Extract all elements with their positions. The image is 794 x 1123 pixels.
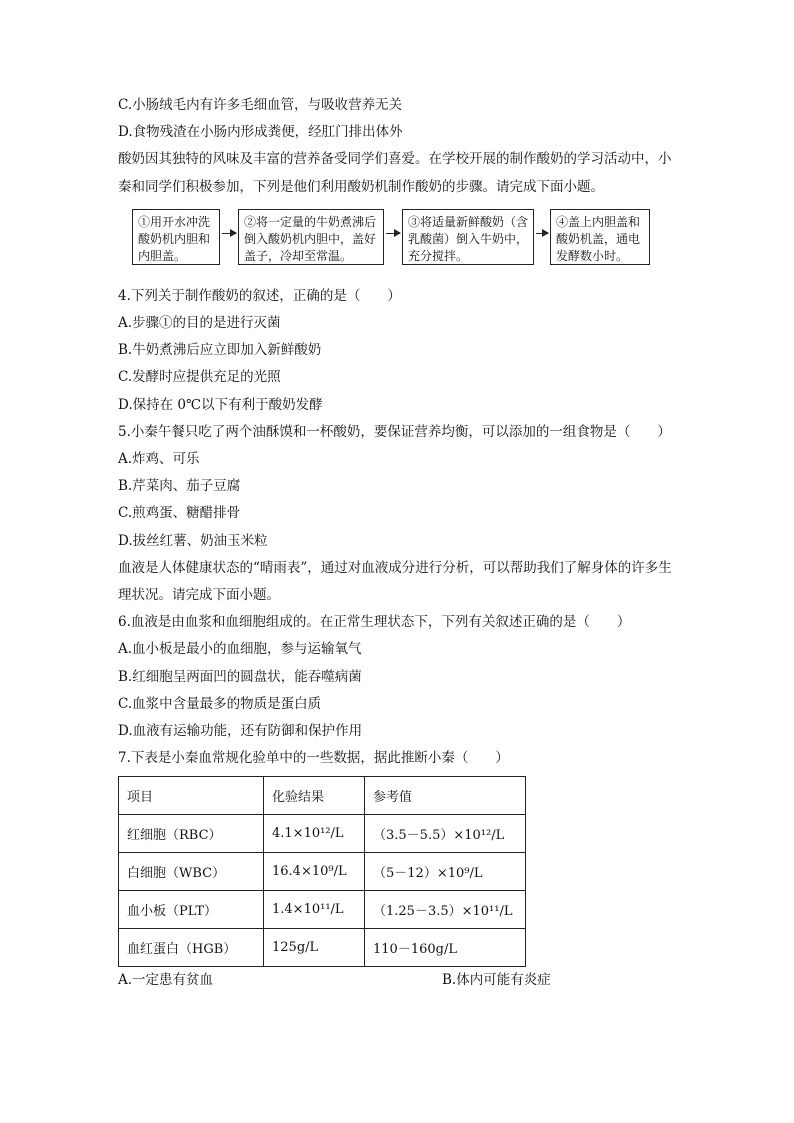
flow-step-4: ④盖上内胆盖和酸奶机盖，通电发酵数小时。	[550, 209, 650, 265]
table-row	[119, 929, 526, 967]
question-7-option-a: A.一定患有贫血	[118, 972, 214, 989]
question-5-stem: 5.小秦午餐只吃了两个油酥馍和一杯酸奶，要保证营养均衡，可以添加的一组食物是（ ）	[118, 423, 671, 440]
table-cell: 16.4×10⁹/L	[264, 853, 365, 891]
flow-step-3: ③将适量新鲜酸奶（含乳酸菌）倒入牛奶中，充分搅拌。	[402, 209, 534, 265]
arrow-right-icon	[222, 233, 236, 234]
flow-step-1: ①用开水冲洗酸奶机内胆和内胆盖。	[132, 209, 220, 265]
question-5-option-c: C.煎鸡蛋、糖醋排骨	[118, 505, 241, 522]
option-line: D.食物残渣在小肠内形成粪便，经肛门排出体外	[118, 124, 403, 141]
table-header-row	[119, 777, 526, 815]
question-5-option-d: D.拔丝红薯、奶油玉米粒	[118, 532, 268, 549]
table-cell: （1.25－3.5）×10¹¹/L	[365, 891, 526, 929]
question-4-option-a: A.步骤①的目的是进行灭菌	[118, 315, 281, 332]
blood-test-table	[118, 776, 526, 967]
option-line: C.小肠绒毛内有许多毛细血管，与吸收营养无关	[118, 97, 403, 113]
table-row	[119, 853, 526, 891]
table-cell: 血小板（PLT）	[119, 891, 264, 929]
table-header-cell: 化验结果	[264, 777, 365, 815]
intro-paragraph: 酸奶因其独特的风味及丰富的营养备受同学们喜爱。在学校开展的制作酸奶的学习活动中，小秦和同学们积极参加，下列是他们利用酸奶机制作酸奶的步骤。请完成下面小题。	[118, 151, 672, 195]
question-4-option-d: D.保持在 0℃以下有利于酸奶发酵	[118, 396, 323, 413]
question-7-option-b: B.体内可能有炎症	[442, 972, 551, 989]
table-cell: 血红蛋白（HGB）	[119, 929, 264, 967]
question-5-option-a: A.炸鸡、可乐	[118, 451, 200, 468]
process-flowchart	[118, 203, 678, 277]
table-header-cell: 项目	[119, 777, 264, 815]
table-header-cell: 参考值	[365, 777, 526, 815]
question-4-stem: 4.下列关于制作酸奶的叙述，正确的是（ ）	[118, 287, 401, 304]
table-cell: （5－12）×10⁹/L	[365, 853, 526, 891]
arrow-right-icon	[536, 233, 548, 234]
table-cell: 4.1×10¹²/L	[264, 815, 365, 853]
question-6-option-d: D.血液有运输功能，还有防御和保护作用	[118, 723, 363, 740]
question-6-option-b: B.红细胞呈两面凹的圆盘状，能吞噬病菌	[118, 668, 362, 685]
table-cell: 110－160g/L	[365, 929, 526, 967]
flow-step-2: ②将一定量的牛奶煮沸后倒入酸奶机内胆中，盖好盖子，冷却至常温。	[238, 209, 384, 265]
question-6-stem: 6.血液是由血浆和血细胞组成的。在正常生理状态下，下列有关叙述正确的是（ ）	[118, 614, 631, 631]
table-row	[119, 815, 526, 853]
question-5-option-b: B.芹菜肉、茄子豆腐	[118, 478, 241, 495]
document-page	[118, 92, 678, 994]
question-6-option-c: C.血浆中含量最多的物质是蛋白质	[118, 695, 322, 712]
intro-paragraph-blood: 血液是人体健康状态的“晴雨表”，通过对血液成分进行分析，可以帮助我们了解身体的许多生理状况。请完成下面小题。	[118, 559, 672, 604]
table-cell: （3.5－5.5）×10¹²/L	[365, 815, 526, 853]
question-7-options	[118, 967, 678, 994]
arrow-right-icon	[386, 233, 400, 234]
question-6-option-a: A.血小板是最小的血细胞，参与运输氧气	[118, 641, 362, 658]
table-cell: 125g/L	[264, 929, 365, 967]
table-cell: 红细胞（RBC）	[119, 815, 264, 853]
table-cell: 1.4×10¹¹/L	[264, 891, 365, 929]
table-cell: 白细胞（WBC）	[119, 853, 264, 891]
table-row	[119, 891, 526, 929]
question-7-stem: 7.下表是小秦血常规化验单中的一些数据，据此推断小秦（ ）	[118, 750, 509, 767]
question-4-option-c: C.发酵时应提供充足的光照	[118, 369, 281, 386]
question-4-option-b: B.牛奶煮沸后应立即加入新鲜酸奶	[118, 342, 322, 359]
